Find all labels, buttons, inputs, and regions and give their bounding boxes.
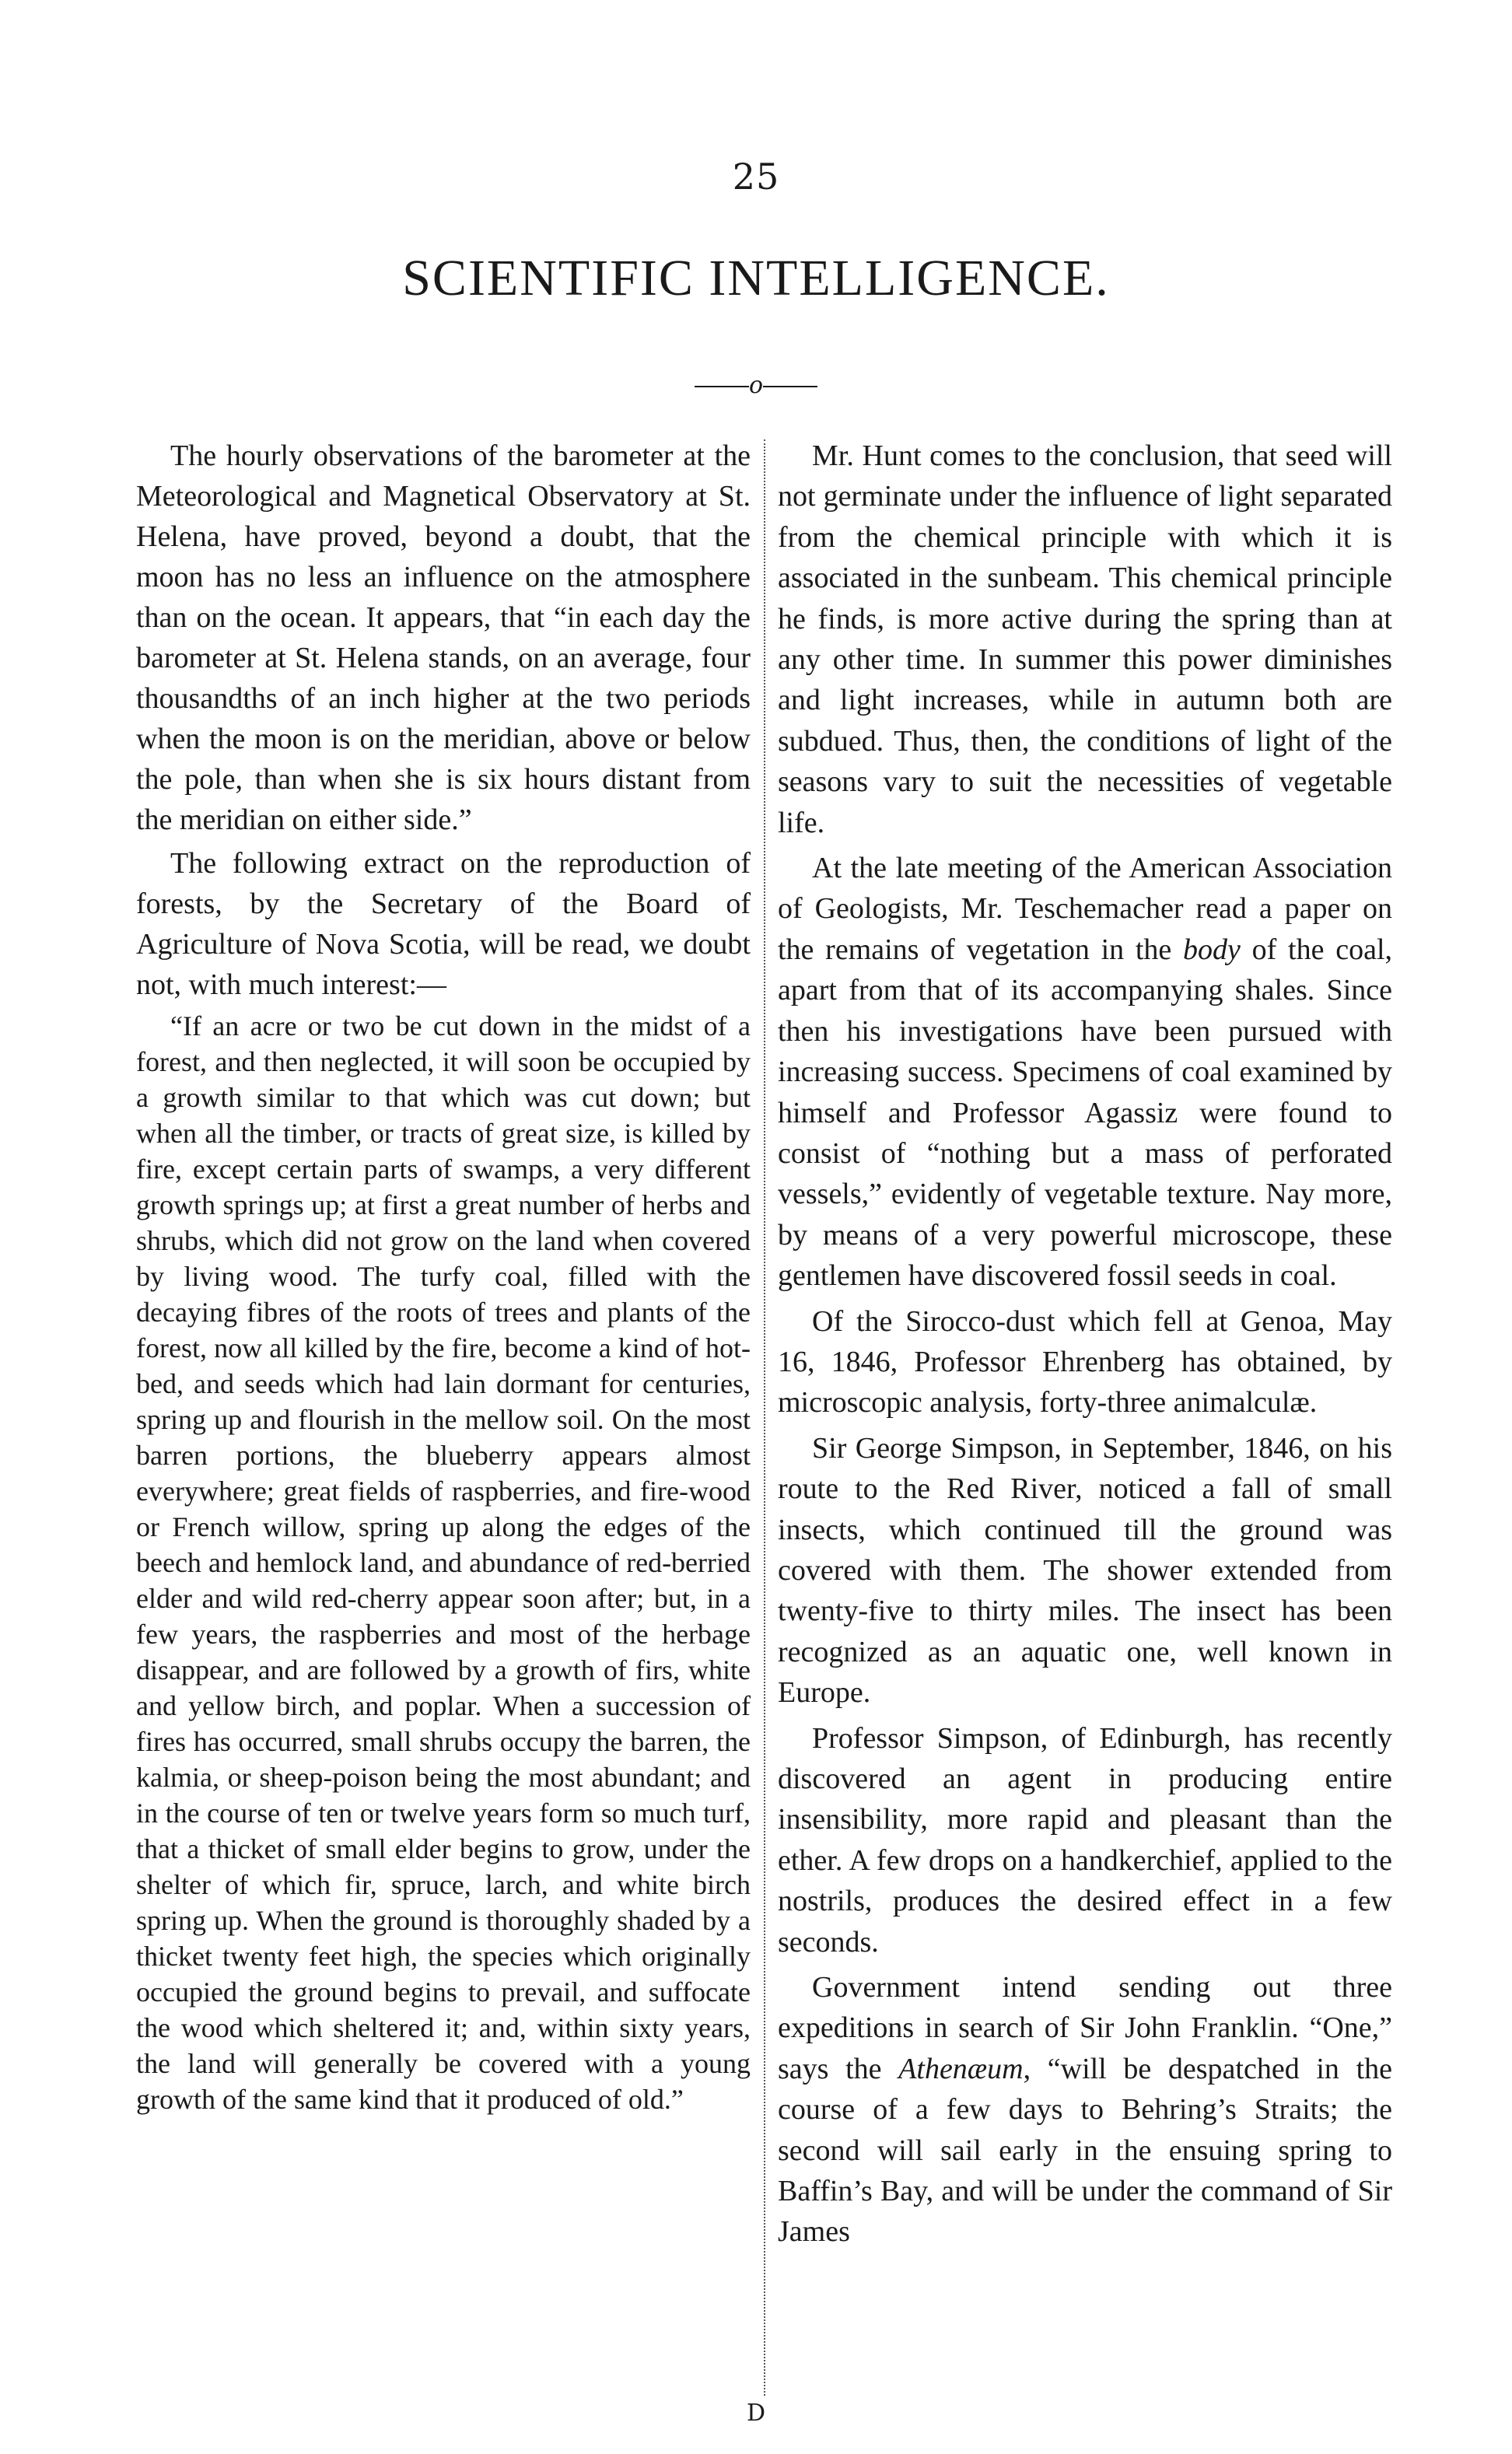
paragraph-forest-quote: “If an acre or two be cut down in the midst of a forest, and then neglected, it will soon be occupied by a growth similar to that which was cut down; but when all the timber, or tracts of great size, is killed by fire, except certain parts of swamps, a very different growth springs up; at first a great number of herbs and shrubs, which did not grow on the land when covered by living wood. The turfy coal, filled with the decaying fibres of the roots of trees and plants of the forest, now all killed by the fire, become a kind of hot-bed, and seeds which had lain dormant for centuries, spring up and flourish in the mellow soil. On the most barren portions, the blueberry appears almost everywhere; great fields of raspberries, and fire-wood or French willow, spring up along the edges of the beech and hemlock land, and abundance of red-berried elder and wild red-cherry appear soon after; but, in a few years, the raspberries and most of the herbage disappear, and are followed by a growth of firs, white and yellow birch, and poplar. When a succession of fires has occurred, small shrubs occupy the barren, the kalmia, or sheep-poison being the most abundant; and in the course of ten or twelve years form so much turf, that a thicket of small elder begins to grow, under the shelter of which fir, spruce, larch, and white birch spring up. When the ground is thoroughly shaded by a thicket twenty feet high, the species which originally occupied the ground begins to prevail, and suffocate the wood which sheltered it; and, within sixty years, the land will generally be covered with a young growth of the same kind that it produced of old.” bbox=[136, 1010, 751, 2115]
column-separator bbox=[764, 439, 765, 2396]
paragraph-sirocco: Of the Sirocco-dust which fell at Genoa, May 16, 1846, Professor Ehrenberg has obtained, by microscopic analysis, forty-three animalculæ. bbox=[778, 1304, 1392, 1420]
paragraph-franklin-text-b: , “will be despatched in the course of a few days to Behring’s Straits; the second will sail early in the ensuing spring to Baffin’s Bay, and will be under the command of Sir James bbox=[778, 2052, 1392, 2249]
paragraph-franklin-text-a: Government intend sending out three expeditions in search of Sir John Franklin. “One,” says the bbox=[778, 1971, 1392, 2085]
signature-mark: D bbox=[746, 2400, 766, 2427]
divider-rule-left bbox=[695, 386, 749, 387]
paragraph-simpson-insects: Sir George Simpson, in September, 1846, on his route to the Red River, noticed a fall of small insects, which continued till the ground was covered with them. The shower extended from twenty-five to thirty miles. The insect has been recognized as an aquatic one, well known in Europe. bbox=[778, 1431, 1392, 1710]
emphasis-athenaeum: Athenæum bbox=[898, 2052, 1024, 2085]
paragraph-teschemacher-text-b: of the coal, apart from that of its accompanying shales. Since then his investigations have been pursued with increasing success. Specimens of coal examined by himself and Professor Agassiz were found to consist of “nothing but a mass of perforated vessels,” evidently of vegetable texture. Nay more, by means of a very powerful microscope, these gentlemen have discovered fossil seeds in coal. bbox=[778, 933, 1392, 1293]
left-column bbox=[136, 436, 751, 2117]
paragraph-barometer: The hourly observations of the barometer at the Meteorological and Magnetical Observatory at St. Helena, have proved, beyond a doubt, that the moon has no less an influence on the atmosphere than on the ocean. It appears, that “in each day the barometer at St. Helena stands, on an average, four thousandths of an inch higher at the two periods when the moon is on the meridian, above or below the pole, than when she is six hours distant from the meridian on either side.” bbox=[136, 439, 751, 836]
paragraph-teschemacher-text-a: At the late meeting of the American Association of Geologists, Mr. Teschemacher read a paper on the remains of vegetation in the bbox=[778, 852, 1392, 966]
emphasis-body: body bbox=[1183, 933, 1241, 966]
divider-rule-right bbox=[763, 386, 817, 387]
paragraph-hunt: Mr. Hunt comes to the conclusion, that seed will not germinate under the influence of light separated from the chemical principle with which it is associated in the sunbeam. This chemical principle he finds, is more active during the spring than at any other time. In summer this power diminishes and light increases, while in autumn both are subdued. Thus, then, the conditions of light of the seasons vary to suit the necessities of vegetable life. bbox=[778, 439, 1392, 839]
paragraph-franklin bbox=[778, 1967, 1392, 2253]
title-divider bbox=[0, 372, 1512, 399]
paragraph-teschemacher bbox=[778, 848, 1392, 1296]
divider-mark: o bbox=[748, 372, 764, 399]
paragraph-simpson-edinburgh: Professor Simpson, of Edinburgh, has recently discovered an agent in producing entire insensibility, more rapid and pleasant than the ether. A few drops on a handkerchief, applied to the nostrils, produces the desired effect in a few seconds. bbox=[778, 1721, 1392, 1959]
paragraph-forest-intro: The following extract on the reproduction of forests, by the Secretary of the Board of Agriculture of Nova Scotia, will be read, we doubt not, with much interest:— bbox=[136, 847, 751, 1001]
page-title: SCIENTIFIC INTELLIGENCE. bbox=[402, 250, 1110, 306]
right-column bbox=[778, 436, 1392, 2253]
page-number: 25 bbox=[732, 156, 780, 198]
